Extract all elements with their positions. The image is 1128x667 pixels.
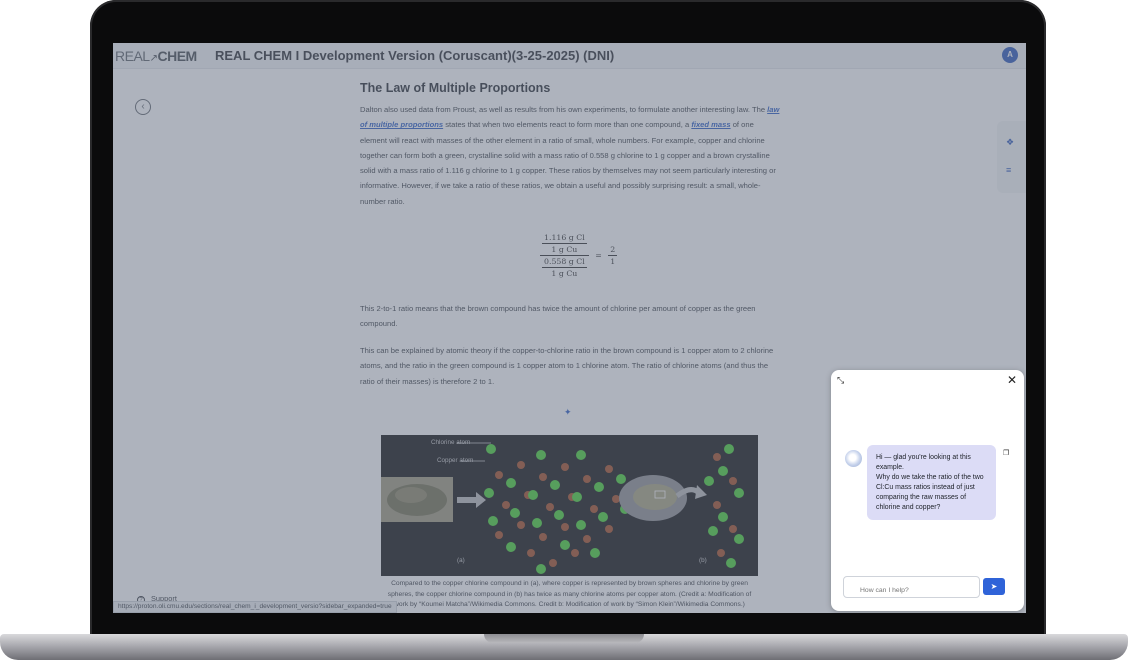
screen	[113, 43, 1026, 613]
close-icon[interactable]: ✕	[1006, 373, 1017, 387]
copy-icon[interactable]: ❐	[1003, 450, 1010, 457]
assistant-message-text: Hi — glad you're looking at this example. Why do we take the ratio of the two Cl:Cu mass ratios instead of just comparing the raw masses of chlorine and copper?	[876, 454, 984, 511]
send-icon: ➤	[990, 582, 998, 591]
laptop-notch	[484, 634, 644, 643]
assistant-message	[867, 445, 996, 520]
expand-icon[interactable]: ⤡	[837, 375, 845, 385]
send-button[interactable]	[983, 578, 1005, 595]
chat-panel	[831, 370, 1024, 611]
chat-input[interactable]	[843, 576, 980, 598]
bot-avatar	[845, 450, 862, 467]
